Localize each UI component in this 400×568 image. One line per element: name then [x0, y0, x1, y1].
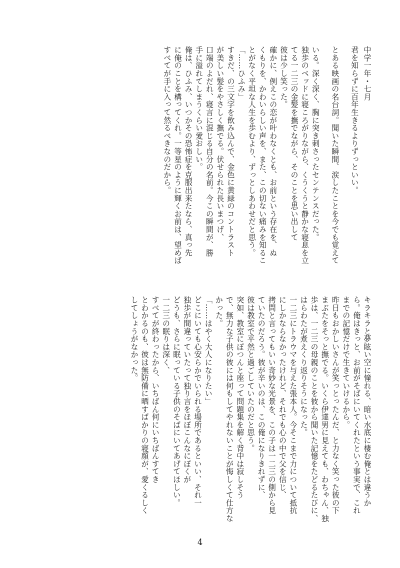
text-line: にしかならなかったけれど、それでも心の中で父を信じ、 [278, 296, 288, 499]
text-line: 歩は、一二三の母親のことを彼から聞いた記憶をたどるたびに、 [310, 296, 320, 523]
text-line: 独歩が間違っていたって独り言をほぼこんなにぼくが [182, 296, 192, 484]
text-line: ら。俺はきっと、お前がそばにいてくれたという事実で、これ [352, 296, 362, 515]
text-line: 彼は少し笑った。 [279, 46, 289, 109]
text-line: くもりを、かわいらしい声を、また、この切ない痛みを知るこ [258, 46, 268, 265]
text-line: 一二三の眠りは深く、 [161, 296, 171, 374]
text-line: とがなく平坦な人生を歩むより、ずっとしあわせだと思う。 [247, 46, 257, 257]
text-line: で、無力な子供の彼には何もしてやれないことが悔しくて仕方な [225, 296, 235, 523]
text-line: まぶたをそっと撫でる。いくら伊達男に見えても、わちゃん、独 [320, 296, 330, 523]
text-line: してしょうがなかった。 [129, 296, 139, 382]
text-line: いる。深く深く、胸に突き刺さったセンテンスだった。 [311, 46, 321, 241]
text-line: 彼は教室で平然と過ごしていたのだと思う。 [246, 296, 256, 452]
chapter-heading: 中学一年・七月 [363, 46, 372, 101]
text-line: 口端のよだれ、寝言に混じる自分の名前。今この瞬間が、勝 [205, 46, 215, 257]
page-number: 4 [197, 538, 203, 547]
bottom-text-block [36, 296, 372, 531]
text-line: 昨日もおかしいさんが笑っとったんだ、と力なく笑った彼の下 [331, 296, 341, 515]
text-line: が美しい髪をやさしく撫でる。伏せられた長いまつげ、 [215, 46, 225, 241]
text-line: すべてが手に入って然るべきなのだから。 [162, 46, 172, 195]
top-text-block [36, 46, 372, 296]
text-line: とある映画の名台詞。聞いた瞬間、涙したことを今でも覚えて [330, 46, 340, 265]
text-line: はらわたが煮えくり返りそうになった。 [299, 296, 309, 437]
text-line: すきだ、の三文字を飲み込んで、金色に黄緑のコントラスト [226, 46, 236, 257]
text-line: かった。 [214, 296, 224, 328]
text-line: に俺のことを構ってくれ。一等星のように輝くお前は、望めば [173, 46, 183, 265]
text-line: までの記憶だけで生きていけるから。 [341, 296, 351, 429]
text-line: 手に溢れてしまうくらい愛おしい。 [194, 46, 204, 171]
text-line: とわかるのも、彼は無防備に晒すばかりの寝顔が、愛くるしく [140, 296, 150, 515]
text-line: すべてが終わったから、いちばん何にいちばんすてき [151, 296, 161, 484]
text-line: 独歩のベッドに寝ころがりながら、くうくうと静かな寝息を立 [300, 46, 310, 265]
text-line: 拷問と言ってもいい奇妙な光景を、この子は一二三の側から見 [267, 296, 277, 515]
text-line: 「……ひふみ」 [237, 46, 247, 101]
text-line: てる一二三の金髪を撫でながら、そのことを思い出して [290, 46, 300, 241]
text-line: 「……はやく大人になりたい」 [204, 296, 214, 406]
text-line: 一二三にトラウマを与えた張本人。今そこまで力について抵抗 [288, 296, 298, 515]
text-line: 確かに、例えこの恋が叶わなくとも、お前という存在を、ぬ [268, 46, 278, 257]
text-line: 突如、教室にぽつんと座って問題集を解く背中は寂しそう [235, 296, 245, 499]
text-line: どこにいても心安らかでいられる場所であるといい、それ一 [193, 296, 203, 507]
text-line: キラキラと夢眩い空に憧れる、暗い水底に棲む俺とは違うか [363, 296, 372, 507]
text-line: どうも、さらに眠っている子供のそばにいてあげてほしい。 [172, 296, 182, 507]
text-line: 俺は、ひふみ、いつかその恐怖症を克服出来たなら、真っ先 [184, 46, 194, 257]
epigraph-line: 君を知らずに百年生きるよりずっといい。 [350, 46, 360, 195]
text-line: ていたのだろう。彼が辛いのは、この俺になりきれずに、 [257, 296, 267, 499]
